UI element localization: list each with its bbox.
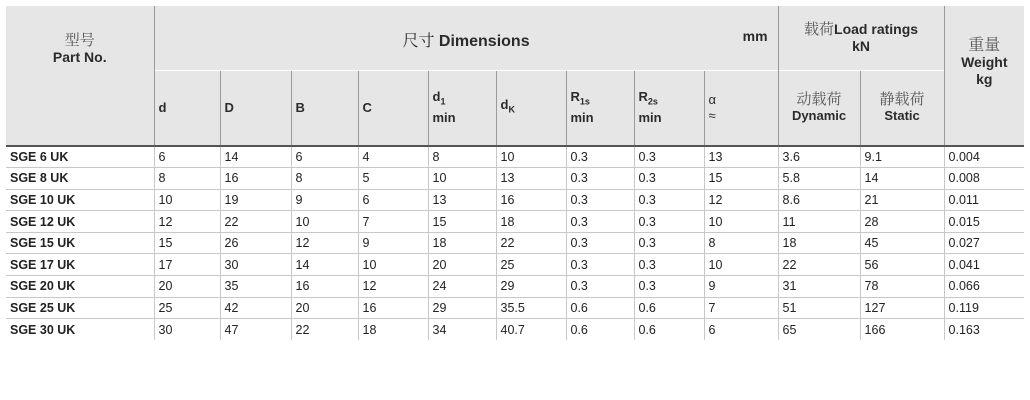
part-no-header-zh: 型号: [64, 31, 95, 49]
cell-C: 9: [358, 232, 428, 254]
cell-dk: 40.7: [496, 319, 566, 341]
cell-d1: 24: [428, 276, 496, 298]
cell-dk: 16: [496, 189, 566, 211]
cell-dk: 25: [496, 254, 566, 276]
cell-r1: 0.3: [566, 211, 634, 233]
cell-r1: 0.3: [566, 276, 634, 298]
cell-dk: 18: [496, 211, 566, 233]
table-row: [6, 146, 1024, 168]
cell-B: 16: [291, 276, 358, 298]
cell-r1: 0.3: [566, 232, 634, 254]
table-header: [6, 6, 1024, 146]
cell-stat: 14: [860, 168, 944, 190]
col-C: C: [358, 70, 428, 146]
cell-C: 4: [358, 146, 428, 168]
spec-table: [6, 6, 1024, 340]
cell-d: 8: [154, 168, 220, 190]
cell-stat: 127: [860, 297, 944, 319]
table-row: [6, 297, 1024, 319]
cell-r1: 0.6: [566, 319, 634, 341]
cell-dyn: 31: [778, 276, 860, 298]
cell-r2: 0.3: [634, 254, 704, 276]
cell-B: 12: [291, 232, 358, 254]
cell-alpha: 6: [704, 319, 778, 341]
cell-stat: 28: [860, 211, 944, 233]
cell-d1: 20: [428, 254, 496, 276]
load-ratings-unit: kN: [852, 37, 870, 54]
cell-D: 14: [220, 146, 291, 168]
cell-w: 0.008: [944, 168, 1024, 190]
cell-w: 0.015: [944, 211, 1024, 233]
cell-dk: 22: [496, 232, 566, 254]
cell-d1: 18: [428, 232, 496, 254]
cell-C: 12: [358, 276, 428, 298]
cell-C: 5: [358, 168, 428, 190]
cell-r1: 0.3: [566, 254, 634, 276]
cell-r2: 0.6: [634, 297, 704, 319]
col-dk: $d_K$: [496, 70, 566, 146]
cell-dyn: 51: [778, 297, 860, 319]
cell-r2: 0.6: [634, 319, 704, 341]
part-number-cell: SGE 15 UK: [6, 232, 154, 254]
cell-r1: 0.3: [566, 168, 634, 190]
cell-dk: 35.5: [496, 297, 566, 319]
cell-C: 16: [358, 297, 428, 319]
cell-stat: 78: [860, 276, 944, 298]
table-row: [6, 254, 1024, 276]
cell-dyn: 3.6: [778, 146, 860, 168]
cell-alpha: 9: [704, 276, 778, 298]
cell-d: 30: [154, 319, 220, 341]
cell-w: 0.041: [944, 254, 1024, 276]
cell-dk: 10: [496, 146, 566, 168]
cell-alpha: 12: [704, 189, 778, 211]
cell-d1: 10: [428, 168, 496, 190]
part-no-header: [6, 6, 154, 146]
load-ratings-header-en: Load ratings: [834, 20, 919, 37]
load-ratings-header: [778, 6, 944, 70]
cell-r2: 0.3: [634, 211, 704, 233]
table-row: [6, 232, 1024, 254]
col-r2s-min: $R_{2s}$ min: [634, 70, 704, 146]
col-static: 静载荷 Static: [860, 70, 944, 146]
cell-dyn: 65: [778, 319, 860, 341]
cell-dyn: 5.8: [778, 168, 860, 190]
cell-C: 18: [358, 319, 428, 341]
cell-r1: 0.3: [566, 189, 634, 211]
load-ratings-header-zh: 载荷: [804, 19, 835, 38]
cell-r1: 0.3: [566, 146, 634, 168]
col-r1s-min: $R_{1s}$ min: [566, 70, 634, 146]
table-row: [6, 189, 1024, 211]
cell-stat: 9.1: [860, 146, 944, 168]
part-number-cell: SGE 12 UK: [6, 211, 154, 233]
cell-alpha: 13: [704, 146, 778, 168]
cell-B: 6: [291, 146, 358, 168]
cell-D: 26: [220, 232, 291, 254]
cell-C: 7: [358, 211, 428, 233]
part-number-cell: SGE 25 UK: [6, 297, 154, 319]
cell-dk: 29: [496, 276, 566, 298]
cell-w: 0.163: [944, 319, 1024, 341]
cell-d1: 15: [428, 211, 496, 233]
cell-w: 0.011: [944, 189, 1024, 211]
col-D: D: [220, 70, 291, 146]
cell-r1: 0.6: [566, 297, 634, 319]
part-number-cell: SGE 8 UK: [6, 168, 154, 190]
cell-D: 30: [220, 254, 291, 276]
col-B: B: [291, 70, 358, 146]
col-d: d: [154, 70, 220, 146]
cell-w: 0.119: [944, 297, 1024, 319]
cell-alpha: 8: [704, 232, 778, 254]
col-dynamic: 动载荷 Dynamic: [778, 70, 860, 146]
cell-d1: 29: [428, 297, 496, 319]
cell-D: 22: [220, 211, 291, 233]
weight-header: [944, 6, 1024, 146]
cell-r2: 0.3: [634, 168, 704, 190]
cell-dk: 13: [496, 168, 566, 190]
cell-B: 9: [291, 189, 358, 211]
cell-D: 47: [220, 319, 291, 341]
weight-header-en: Weight: [961, 54, 1008, 70]
dimensions-header-en: Dimensions: [438, 33, 530, 50]
cell-D: 35: [220, 276, 291, 298]
cell-r2: 0.3: [634, 189, 704, 211]
cell-D: 19: [220, 189, 291, 211]
table-row: [6, 211, 1024, 233]
part-number-cell: SGE 20 UK: [6, 276, 154, 298]
weight-unit: kg: [976, 71, 993, 87]
cell-alpha: 10: [704, 211, 778, 233]
cell-stat: 45: [860, 232, 944, 254]
cell-alpha: 7: [704, 297, 778, 319]
cell-d1: 34: [428, 319, 496, 341]
cell-C: 10: [358, 254, 428, 276]
cell-d: 20: [154, 276, 220, 298]
cell-d1: 13: [428, 189, 496, 211]
cell-D: 42: [220, 297, 291, 319]
cell-r2: 0.3: [634, 146, 704, 168]
weight-header-zh: 重量: [968, 35, 1001, 54]
cell-dyn: 8.6: [778, 189, 860, 211]
cell-w: 0.066: [944, 276, 1024, 298]
cell-d: 15: [154, 232, 220, 254]
cell-d: 6: [154, 146, 220, 168]
cell-stat: 21: [860, 189, 944, 211]
cell-stat: 56: [860, 254, 944, 276]
cell-B: 8: [291, 168, 358, 190]
cell-r2: 0.3: [634, 276, 704, 298]
cell-d: 12: [154, 211, 220, 233]
dimensions-header-zh: 尺寸: [402, 31, 435, 50]
cell-B: 10: [291, 211, 358, 233]
part-number-cell: SGE 17 UK: [6, 254, 154, 276]
part-number-cell: SGE 30 UK: [6, 319, 154, 341]
cell-B: 14: [291, 254, 358, 276]
cell-dyn: 18: [778, 232, 860, 254]
part-number-cell: SGE 10 UK: [6, 189, 154, 211]
cell-d: 10: [154, 189, 220, 211]
table-body: [6, 146, 1024, 340]
cell-alpha: 15: [704, 168, 778, 190]
cell-D: 16: [220, 168, 291, 190]
cell-d: 17: [154, 254, 220, 276]
cell-B: 22: [291, 319, 358, 341]
col-d1-min: $d_1$ min: [428, 70, 496, 146]
table-row: [6, 168, 1024, 190]
table-row: [6, 276, 1024, 298]
cell-stat: 166: [860, 319, 944, 341]
col-alpha: α ≈: [704, 70, 778, 146]
cell-alpha: 10: [704, 254, 778, 276]
cell-dyn: 11: [778, 211, 860, 233]
cell-B: 20: [291, 297, 358, 319]
cell-r2: 0.3: [634, 232, 704, 254]
cell-d1: 8: [428, 146, 496, 168]
table-row: [6, 319, 1024, 341]
dimensions-header: [154, 6, 778, 70]
spec-table-container: [6, 6, 1024, 340]
cell-w: 0.027: [944, 232, 1024, 254]
dimensions-unit: mm: [742, 28, 768, 44]
cell-d: 25: [154, 297, 220, 319]
part-number-cell: SGE 6 UK: [6, 146, 154, 168]
cell-C: 6: [358, 189, 428, 211]
cell-w: 0.004: [944, 146, 1024, 168]
cell-dyn: 22: [778, 254, 860, 276]
part-no-header-en: Part No.: [52, 49, 107, 65]
